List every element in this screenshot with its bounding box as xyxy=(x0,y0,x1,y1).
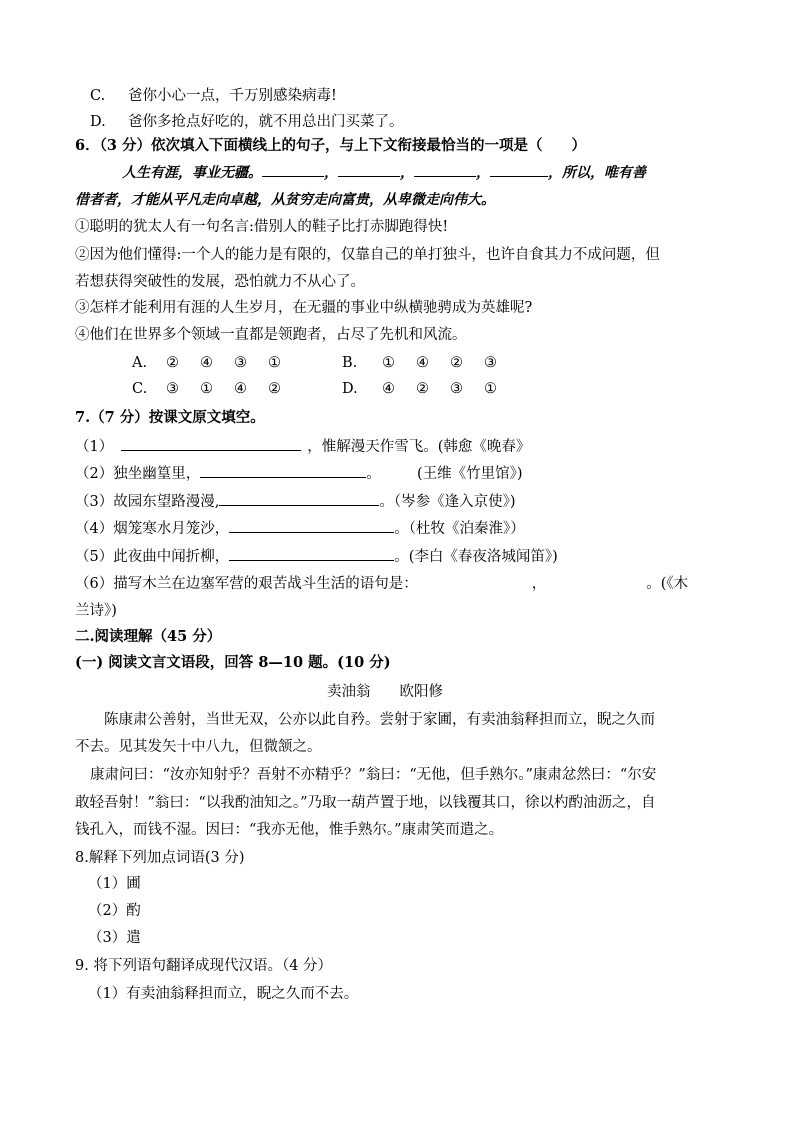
item-word: 遣 xyxy=(126,930,141,946)
item-num: （1） xyxy=(88,876,127,892)
item-num: （4） xyxy=(75,521,114,537)
item-num: （2） xyxy=(88,903,127,919)
q5-option-c xyxy=(90,86,337,106)
seq-num: ① xyxy=(268,355,281,371)
q6-title: 6．（3 分）依次填入下面横线上的句子，与上下文衔接最恰当的一项是（ ） xyxy=(75,137,586,154)
seq-num: ② xyxy=(416,381,429,397)
item-source: 。（岑参《逢入京使》) xyxy=(379,494,516,510)
q6-sentence-1: ①聪明的犹太人有一句名言:借别人的鞋子比打赤脚跑得快! xyxy=(75,219,449,235)
q7-title: 7.（7 分）按课文原文填空。 xyxy=(75,409,265,426)
q6-sentence-4: ④他们在世界多个领域一直都是领跑者，占尽了先机和风流。 xyxy=(75,327,467,343)
seq-num: ④ xyxy=(382,381,395,397)
q5-option-d xyxy=(90,112,404,132)
seq-num: ④ xyxy=(200,355,213,371)
seq-num: ① xyxy=(382,355,395,371)
fill-blank[interactable] xyxy=(219,491,379,506)
seq-num: ③ xyxy=(234,355,247,371)
comma: ， xyxy=(324,165,338,181)
fill-blank[interactable] xyxy=(229,518,394,533)
passage-para2-line1: 康肃问曰：“汝亦知射乎？吾射不亦精乎？”翁曰：“无他，但手熟尔。”康肃忿然曰：“尔安 xyxy=(90,767,657,783)
item-source: 。 (王维《竹里馆》) xyxy=(366,466,523,482)
q7-item-5 xyxy=(75,546,558,567)
q8-item-2 xyxy=(88,901,141,921)
item-verse: 故园东望路漫漫, xyxy=(113,494,220,510)
q7-item-6 xyxy=(75,574,688,594)
q6-option-d xyxy=(342,379,518,399)
q6-sentence-2b: 若想获得突破性的发展，恐怕就力不从心了。 xyxy=(75,274,365,290)
q7-item-1 xyxy=(75,436,530,457)
passage-para2-line2: 敢轻吾射！”翁曰：“以我酌油知之。”乃取一葫芦置于地，以钱覆其口，徐以杓酌油沥之，自 xyxy=(75,795,656,811)
item-source: 。（杜牧《泊秦淮》） xyxy=(394,521,525,537)
fill-blank[interactable] xyxy=(121,436,301,451)
option-letter: C. xyxy=(90,88,106,104)
seq-num: ② xyxy=(166,355,179,371)
item-num: （3） xyxy=(75,494,114,510)
option-letter: B. xyxy=(342,355,358,371)
fill-blank[interactable] xyxy=(490,162,548,177)
q6-lead-line xyxy=(122,162,646,183)
option-text: 爸你多抢点好吃的，就不用总出门买菜了。 xyxy=(128,114,404,130)
item-source: 。(《木 xyxy=(646,576,689,592)
q6-option-c xyxy=(132,379,302,399)
item-num: （2） xyxy=(75,466,114,482)
fill-blank[interactable] xyxy=(414,162,476,177)
option-letter: A. xyxy=(132,355,148,371)
passage-para1-line2: 不去。见其发矢十中八九，但微颔之。 xyxy=(75,739,322,755)
section2-title: 二.阅读理解（45 分） xyxy=(75,628,222,645)
q9-title: 9. 将下列语句翻译成现代汉语。（4 分） xyxy=(75,958,333,974)
q6-option-b xyxy=(342,353,518,373)
fill-blank[interactable] xyxy=(200,463,366,478)
seq-num: ① xyxy=(484,381,497,397)
q6-lead-tail: ，所以，唯有善 xyxy=(548,165,646,181)
item-verse: 烟笼寒水月笼沙， xyxy=(113,521,230,537)
q8-item-1 xyxy=(88,874,141,894)
comma: ， xyxy=(400,165,414,181)
q6-sentence-3: ③怎样才能利用有涯的人生岁月，在无疆的事业中纵横驰骋成为英雄呢? xyxy=(75,300,533,316)
q8-item-3 xyxy=(88,928,141,948)
seq-num: ② xyxy=(450,355,463,371)
q7-item-2 xyxy=(75,463,523,484)
q8-title: 8.解释下列加点词语(3 分) xyxy=(75,850,245,866)
item-source: ，惟解漫天作雪飞。(韩愈《晚春》 xyxy=(307,439,531,455)
q7-item-3 xyxy=(75,491,516,512)
item-word: 酌 xyxy=(126,903,141,919)
fill-blank[interactable] xyxy=(229,546,394,561)
seq-num: ③ xyxy=(484,355,497,371)
seq-num: ③ xyxy=(450,381,463,397)
q9-item-1: （1）有卖油翁释担而立，睨之久而不去。 xyxy=(88,986,359,1002)
q6-sentence-2a: ②因为他们懂得:一个人的能力是有限的，仅靠自己的单打独斗，也许自食其力不成问题，但 xyxy=(75,247,660,263)
item-word: 圃 xyxy=(126,876,141,892)
item-num: （1） xyxy=(75,439,114,455)
passage-para2-line3: 钱孔入，而钱不湿。因曰：“我亦无他，惟手熟尔。”康肃笑而遣之。 xyxy=(75,822,504,838)
fill-blank[interactable] xyxy=(338,162,400,177)
item-num: （3） xyxy=(88,930,127,946)
seq-num: ② xyxy=(268,381,281,397)
comma: ， xyxy=(476,165,490,181)
option-letter: D. xyxy=(342,381,358,397)
seq-num: ③ xyxy=(166,381,179,397)
comma: ， xyxy=(531,576,547,592)
option-letter: C. xyxy=(132,381,148,397)
option-letter: D. xyxy=(90,114,106,130)
item-num: （5） xyxy=(75,549,114,565)
item-verse: 此夜曲中闻折柳， xyxy=(113,549,230,565)
passage-para1-line1: 陈康肃公善射，当世无双，公亦以此自矜。尝射于家圃，有卖油翁释担而立，睨之久而 xyxy=(104,712,655,728)
item-prompt: 描写木兰在边塞军营的艰苦战斗生活的语句是： xyxy=(113,576,418,592)
part1-title: (一) 阅读文言文语段，回答 8—10 题。(10 分) xyxy=(75,654,391,671)
option-text: 爸你小心一点，千万别感染病毒! xyxy=(128,88,337,104)
item-source: 。(李白《春夜洛城闻笛》) xyxy=(394,549,558,565)
seq-num: ④ xyxy=(416,355,429,371)
q6-option-a xyxy=(132,353,302,373)
q6-continuation: 借者者，才能从平凡走向卓越，从贫穷走向富贵，从卑微走向伟大。 xyxy=(75,192,495,208)
item-num: （6） xyxy=(75,576,114,592)
seq-num: ④ xyxy=(234,381,247,397)
q6-lead-text: 人生有涯，事业无疆。 xyxy=(122,165,262,181)
passage-title: 卖油翁 欧阳修 xyxy=(327,684,443,700)
q7-item-6-cont: 兰诗》) xyxy=(75,603,117,619)
fill-blank[interactable] xyxy=(262,162,324,177)
q7-item-4 xyxy=(75,518,525,539)
seq-num: ① xyxy=(200,381,213,397)
item-verse: 独坐幽篁里， xyxy=(113,466,201,482)
